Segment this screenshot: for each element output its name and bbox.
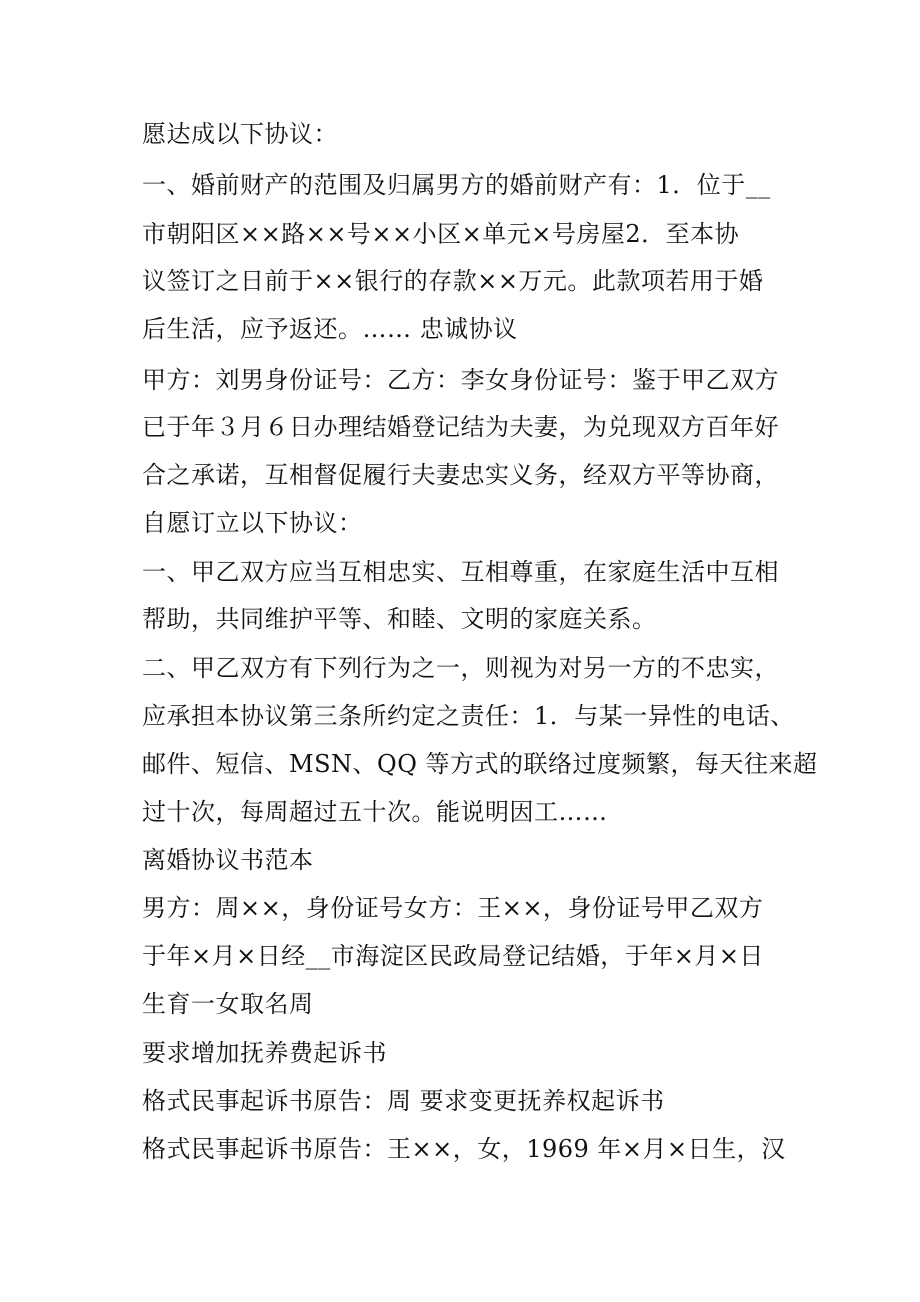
text-line: 一、甲乙双方应当互相忠实、互相尊重，在家庭生活中互相: [142, 558, 779, 586]
text-line: 市朝阳区××路××号××小区×单元×号房屋2．至本协: [142, 220, 740, 248]
text-line: 一、婚前财产的范围及归属男方的婚前财产有：1．位于__: [142, 171, 771, 199]
text-line: 后生活，应予返还。…… 忠诚协议: [142, 315, 518, 343]
text-line: 议签订之日前于××银行的存款××万元。此款项若用于婚: [142, 267, 764, 295]
text-line: 离婚协议书范本: [142, 846, 314, 874]
text-line: 二、甲乙双方有下列行为之一，则视为对另一方的不忠实，: [142, 654, 779, 682]
text-line: 生育一女取名周: [142, 990, 314, 1018]
text-line: 于年×月×日经__市海淀区民政局登记结婚，于年×月×日: [142, 942, 764, 970]
text-line: 合之承诺，互相督促履行夫妻忠实义务，经双方平等协商，: [142, 461, 779, 489]
text-line: 已于年３月６日办理结婚登记结为夫妻，为兑现双方百年好: [142, 413, 779, 441]
text-line: 应承担本协议第三条所约定之责任：1．与某一异性的电话、: [142, 702, 795, 730]
text-line: 邮件、短信、MSN、QQ 等方式的联络过度频繁，每天往来超: [142, 750, 818, 778]
text-line: 过十次，每周超过五十次。能说明因工……: [142, 798, 608, 826]
text-line: 男方：周××，身份证号女方：王××，身份证号甲乙双方: [142, 894, 764, 922]
text-line: 格式民事起诉书原告：王××，女，1969 年×月×日生，汉: [142, 1135, 786, 1163]
text-line: 自愿订立以下协议：: [142, 509, 363, 537]
text-line: 帮助，共同维护平等、和睦、文明的家庭关系。: [142, 605, 657, 633]
text-line: 格式民事起诉书原告：周 要求变更抚养权起诉书: [142, 1087, 665, 1115]
text-line: 愿达成以下协议：: [142, 120, 338, 148]
text-line: 要求增加抚养费起诉书: [142, 1039, 387, 1067]
text-line: 甲方：刘男身份证号：乙方：李女身份证号：鉴于甲乙双方: [142, 366, 779, 394]
